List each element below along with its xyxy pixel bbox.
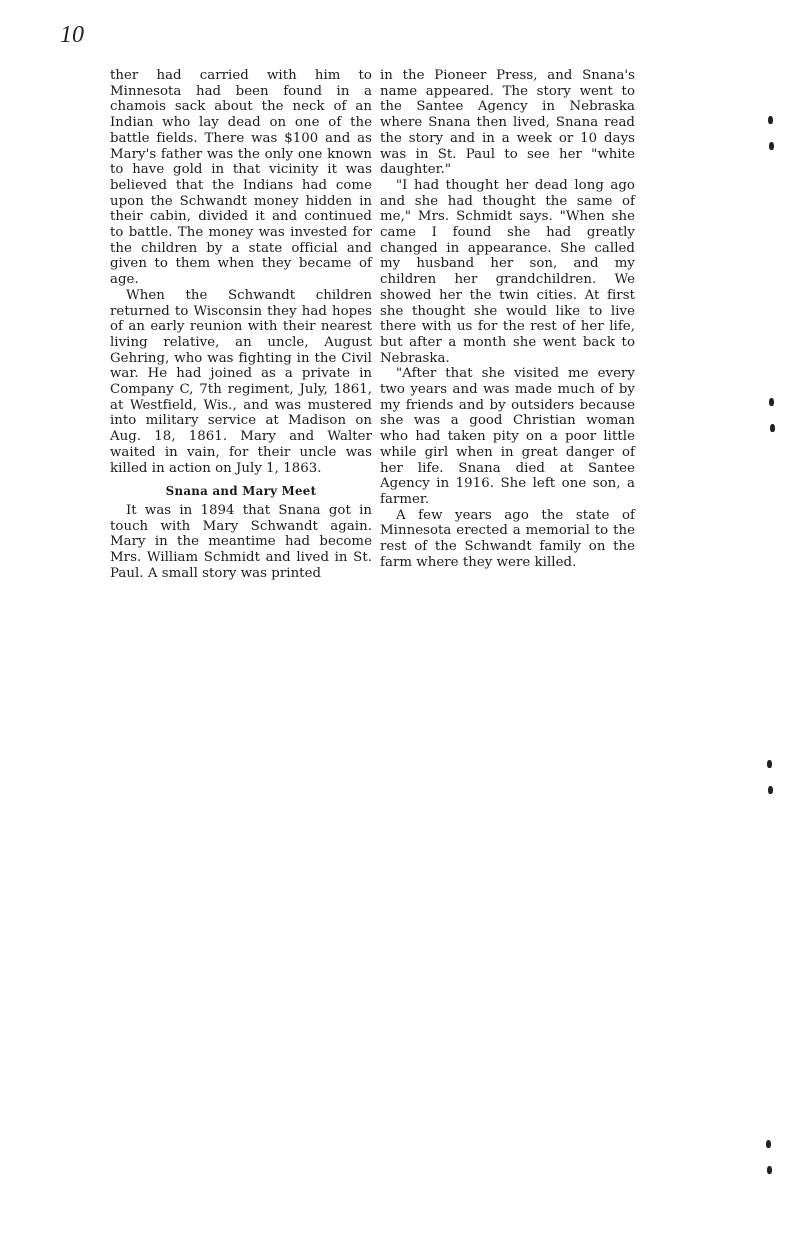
binding-hole-mark xyxy=(770,424,775,432)
binding-hole-mark xyxy=(767,1166,772,1174)
binding-hole-mark xyxy=(767,760,772,768)
right-paragraph-2: "I had thought her dead long ago and she had thought the same of me," Mrs. Schmidt says. "When she came I found she had greatly changed in appearance. She called my husband her son, and my children her grandchildren. We showed her the twin cities. At first she thought she would like to live there with us for the rest of her life, but after a month she went back to Nebraska. xyxy=(380,177,635,366)
right-paragraph-1: in the Pioneer Press, and Snana's name appeared. The story went to the Santee Agency in Nebraska where Snana then lived, Snana read the story and in a week or 10 days was in St. Paul to see her "white daughter." xyxy=(380,68,635,178)
binding-hole-mark xyxy=(768,116,773,124)
binding-hole-mark xyxy=(769,398,774,406)
page-number: 10 xyxy=(60,22,84,48)
right-paragraph-3: "After that she visited me every two years and was made much of by my friends and by outsiders because she was a good Christian woman who had taken pity on a poor little while girl when in great danger of her life. Snana died at Santee Agency in 1916. She left one son, a farmer. xyxy=(380,366,635,507)
left-paragraph-1: ther had carried with him to Minnesota had been found in a chamois sack about the neck of an Indian who lay dead on one of the battle fields. There was $100 and as Mary's father was the only one known to have gold in that vicinity it was believed that the Indians had come upon the Schwandt money hidden in their cabin, divided it and continued to battle. The money was invested for the children by a state official and given to them when they became of age. xyxy=(110,68,372,288)
binding-hole-mark xyxy=(768,786,773,794)
binding-hole-mark xyxy=(766,1140,771,1148)
right-column xyxy=(380,68,635,571)
section-subheading: Snana and Mary Meet xyxy=(165,484,317,499)
binding-hole-mark xyxy=(769,142,774,150)
left-paragraph-2: When the Schwandt children returned to Wisconsin they had hopes of an early reunion with their nearest living relative, an uncle, August Gehring, who was fighting in the Civil war. He had joined as a private in Company C, 7th regiment, July, 1861, at Westfield, Wis., and was mustered into military service at Madison on Aug. 18, 1861. Mary and Walter waited in vain, for their uncle was killed in action on July 1, 1863. xyxy=(110,287,372,476)
right-paragraph-4: A few years ago the state of Minnesota erected a memorial to the rest of the Schwandt family on the farm where they were killed. xyxy=(380,507,635,570)
left-column xyxy=(110,68,372,582)
left-paragraph-3: It was in 1894 that Snana got in touch with Mary Schwandt again. Mary in the meantime had become Mrs. William Schmidt and lived in St. Paul. A small story was printed xyxy=(110,502,372,581)
